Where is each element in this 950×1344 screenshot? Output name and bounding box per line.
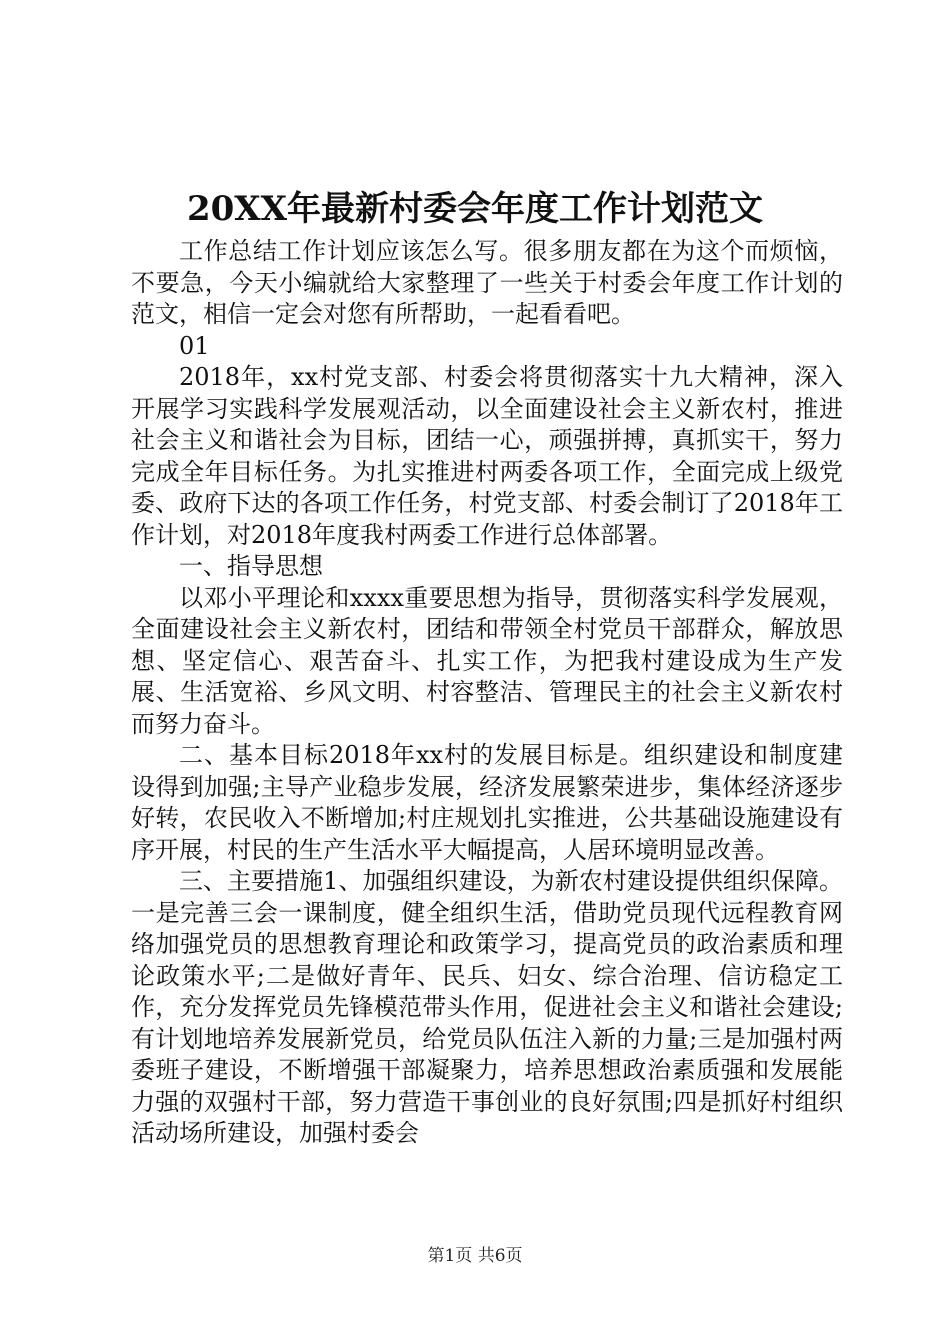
- paragraph-basic-goals: 二、基本目标2018年xx村的发展目标是。组织建设和制度建设得到加强;主导产业稳步发展，经济发展繁荣进步，集体经济逐步好转，农民收入不断增加;村庄规划扎实推进，公共基础设施建设有序开展，村民的生产生活水平大幅提高，人居环境明显改善。: [131, 741, 843, 864]
- paragraph-intro: 工作总结工作计划应该怎么写。很多朋友都在为这个而烦恼，不要急，今天小编就给大家整理了一些关于村委会年度工作计划的范文，相信一定会对您有所帮助，一起看看吧。: [131, 237, 843, 328]
- page-footer: 第1页 共6页: [427, 1246, 523, 1266]
- heading-guiding-ideology: 一、指导思想: [179, 552, 323, 580]
- paragraph-guiding-ideology: 以邓小平理论和xxxx重要思想为指导，贯彻落实科学发展观，全面建设社会主义新农村，团结和带领全村党员干部群众，解放思想、坚定信心、艰苦奋斗、扎实工作，为把我村建设成为生产发展、生活宽裕、乡风文明、村容整洁、管理民主的社会主义新农村而努力奋斗。: [131, 583, 843, 738]
- document-body: [131, 236, 843, 1150]
- paragraph-main-measures: 三、主要措施1、加强组织建设，为新农村建设提供组织保障。一是完善三会一课制度，健全组织生活，借助党员现代远程教育网络加强党员的思想教育理论和政策学习，提高党员的政治素质和理论政策水平;二是做好青年、民兵、妇女、综合治理、信访稳定工作，充分发挥党员先锋模范带头作用，促进社会主义和谐社会建设;有计划地培养发展新党员，给党员队伍注入新的力量;三是加强村两委班子建设，不断增强干部凝聚力，培养思想政治素质强和发展能力强的双强村干部，努力营造干事创业的良好氛围;四是抓好村组织活动场所建设，加强村委会: [131, 867, 843, 1147]
- paragraph-section-number: 01: [179, 331, 210, 360]
- paragraph-overview: 2018年，xx村党支部、村委会将贯彻落实十九大精神，深入开展学习实践科学发展观活动，以全面建设社会主义新农村，推进社会主义和谐社会为目标，团结一心，顽强拼搏，真抓实干，努力完成全年目标任务。为扎实推进村两委各项工作，全面完成上级党委、政府下达的各项工作任务，村党支部、村委会制订了2018年工作计划，对2018年度我村两委工作进行总体部署。: [131, 363, 843, 549]
- document-title: 20XX年最新村委会年度工作计划范文: [186, 189, 764, 229]
